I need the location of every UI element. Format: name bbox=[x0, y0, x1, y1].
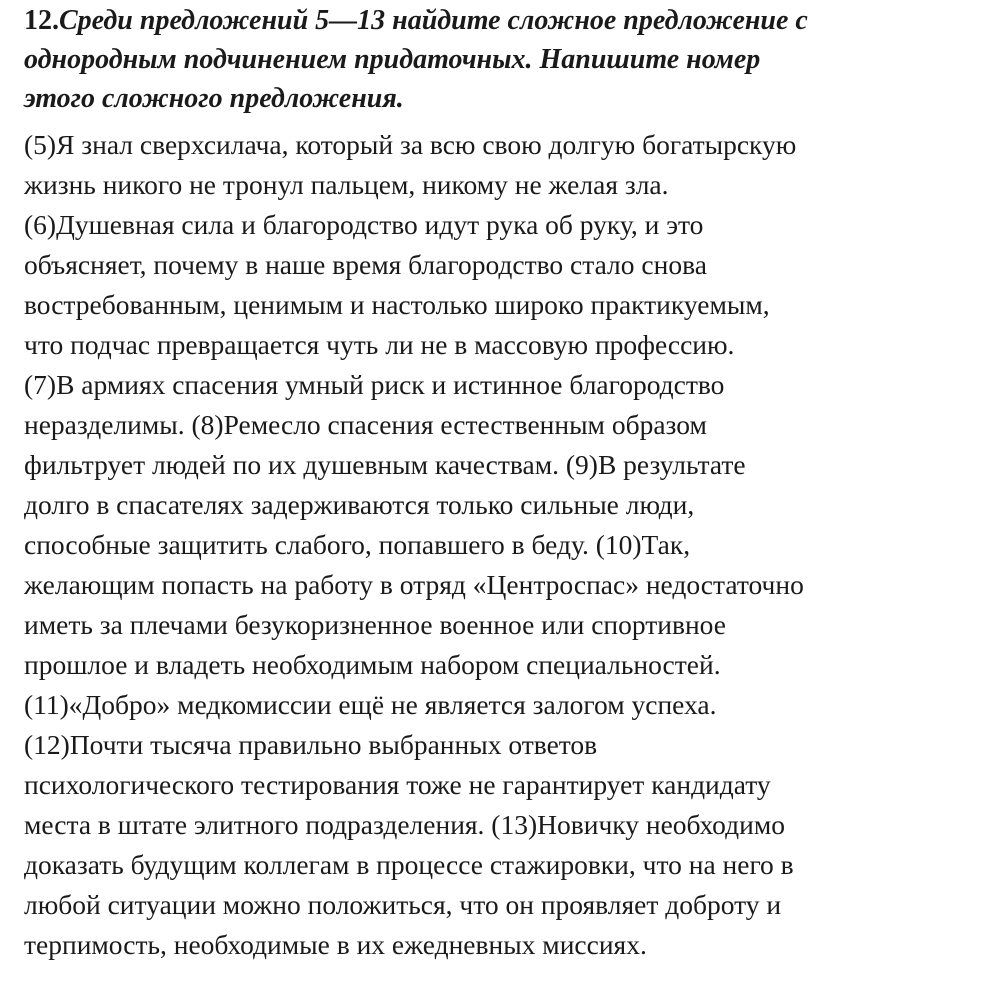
task-question-line-1: Среди предложений 5—13 найдите сложное предложение с bbox=[59, 5, 808, 36]
text-line: (5)Я знал сверхсилача, который за всю свою долгую богатырскую bbox=[24, 129, 797, 160]
text-line: жизнь никого не тронул пальцем, никому не желая зла. bbox=[24, 169, 669, 200]
text-line: терпимость, необходимые в их ежедневных миссиях. bbox=[24, 929, 647, 960]
text-line: места в штате элитного подразделения. (13)Новичку необходимо bbox=[24, 809, 786, 840]
text-line: что подчас превращается чуть ли не в массовую профессию. bbox=[24, 329, 735, 360]
text-line: долго в спасателях задерживаются только сильные люди, bbox=[24, 489, 695, 520]
text-line: желающим попасть на работу в отряд «Центроспас» недостаточно bbox=[24, 569, 804, 600]
text-line: (7)В армиях спасения умный риск и истинное благородство bbox=[24, 369, 725, 400]
text-line: востребованным, ценимым и настолько широко практикуемым, bbox=[24, 289, 770, 320]
task-heading-line-2 bbox=[24, 41, 760, 79]
text-line: иметь за плечами безукоризненное военное или спортивное bbox=[24, 609, 726, 640]
task-heading-line-3 bbox=[24, 80, 404, 118]
text-line: (12)Почти тысяча правильно выбранных ответов bbox=[24, 729, 598, 760]
text-line: психологического тестирования тоже не гарантирует кандидату bbox=[24, 769, 771, 800]
text-line: любой ситуации можно положиться, что он проявляет доброту и bbox=[24, 889, 782, 920]
text-line: способные защитить слабого, попавшего в беду. (10)Так, bbox=[24, 529, 691, 560]
task-number: 12. bbox=[24, 5, 59, 36]
text-line: прошлое и владеть необходимым набором специальностей. bbox=[24, 649, 721, 680]
text-line: доказать будущим коллегам в процессе стажировки, что на него в bbox=[24, 849, 794, 880]
text-line: (6)Душевная сила и благородство идут рука об руку, и это bbox=[24, 209, 704, 240]
task-question-line-3: этого сложного предложения. bbox=[24, 83, 404, 114]
task-heading-line-1 bbox=[24, 2, 808, 40]
text-line: объясняет, почему в наше время благородство стало снова bbox=[24, 249, 707, 280]
text-line: (11)«Добро» медкомиссии ещё не является залогом успеха. bbox=[24, 689, 717, 720]
task-question-line-2: однородным подчинением придаточных. Напишите номер bbox=[24, 44, 761, 75]
text-line: неразделимы. (8)Ремесло спасения естественным образом bbox=[24, 409, 707, 440]
text-line: фильтрует людей по их душевным качествам. (9)В результате bbox=[24, 449, 746, 480]
